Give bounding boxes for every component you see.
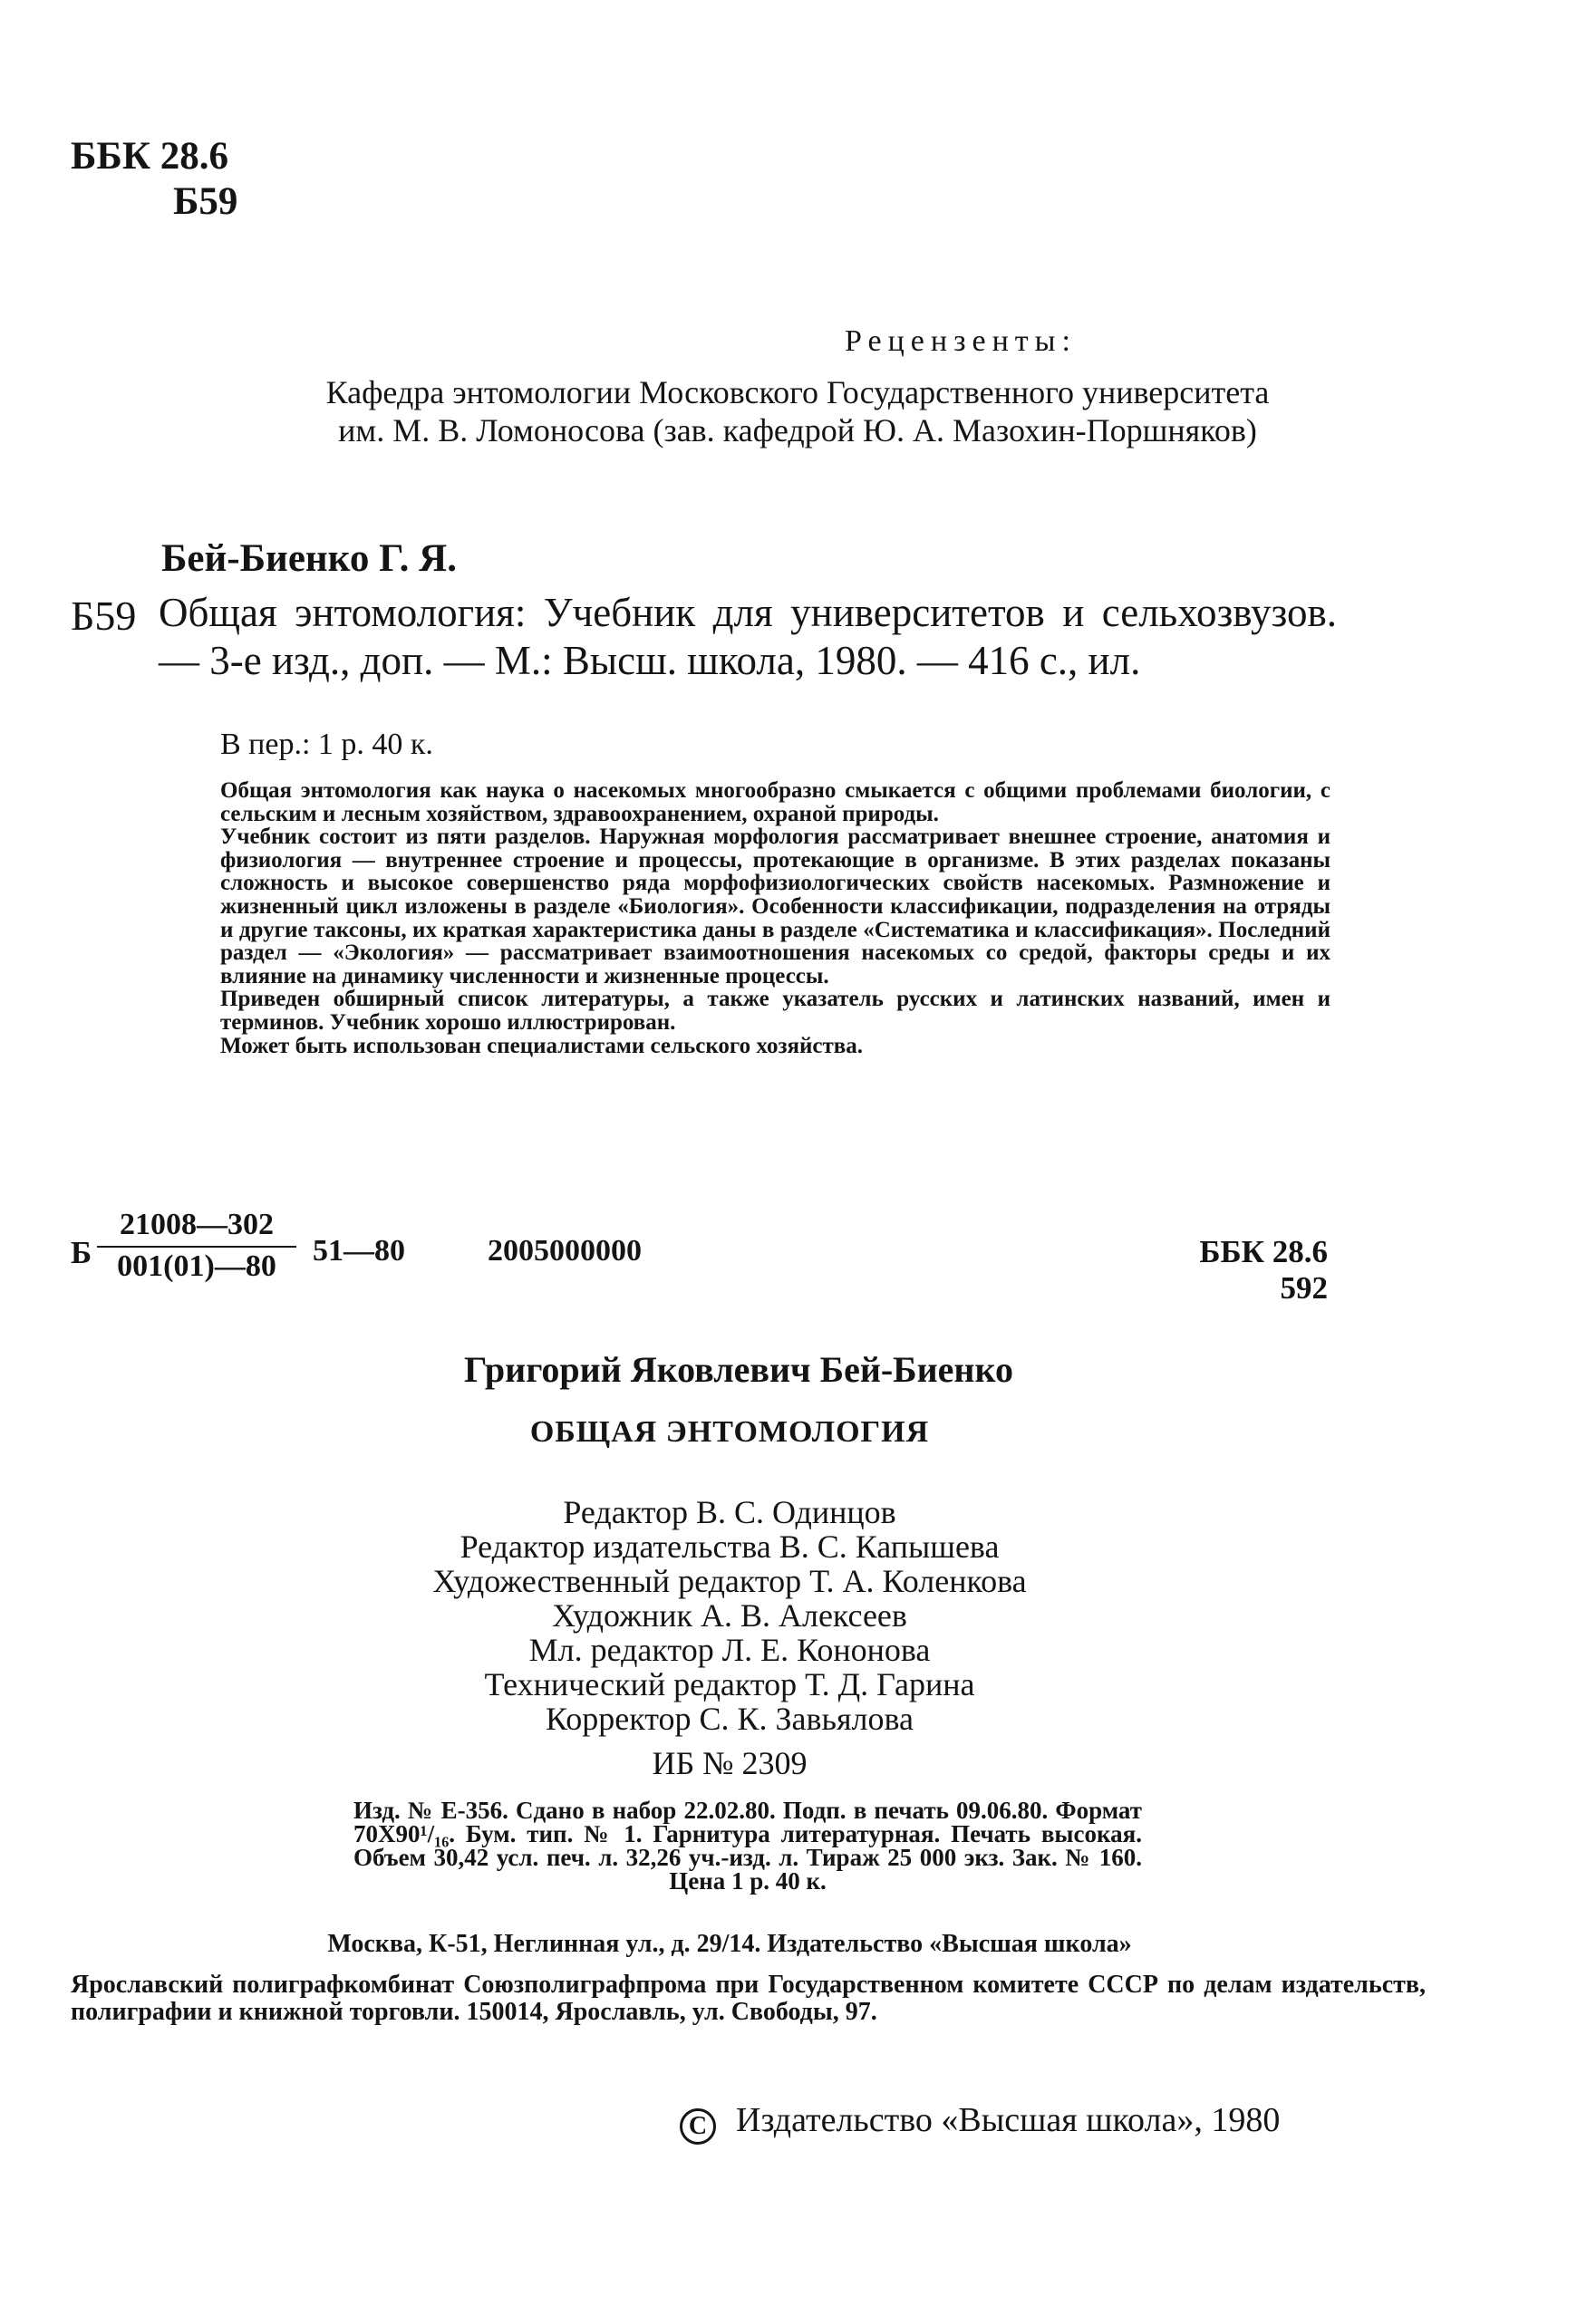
- bbk-code: ББК 28.6: [1199, 1234, 1328, 1269]
- publication-number: 2005000000: [488, 1234, 642, 1268]
- bbk-code: ББК 28.6: [71, 135, 229, 178]
- annotation-paragraph: Общая энтомология как наука о насекомых многообразно смыкается с общими проблемами биологии, с сельским и лесным хозяйством, здравоохранением, охраной природы.: [220, 778, 1330, 826]
- fraction-numerator: 21008—302: [97, 1208, 296, 1248]
- staff-row: Технический редактор Т. Д. Гарина: [484, 1666, 975, 1702]
- annotation-paragraph: Учебник состоит из пяти разделов. Наружная морфология рассматривает внешнее строение, анатомия и физиология — внутреннее строение и процессы, протекающие в организме. В этих разделах показаны сложность и высокое совершенство ряда морфофизиологических свойств насекомых. Размножение и жизненный цикл изложены в разделе «Биология». Особенности классификации, подразделения на отряды и другие таксоны, их краткая характеристика даны в разделе «Систематика и классификация». Последний раздел — «Экология» — рассматривает взаимоотношения насекомых со средой, факторы среды и их влияние на динамику численности и жизненные процессы.: [220, 824, 1330, 988]
- printer-info: Ярославский полиграфкомбинат Союзполиграфпрома при Государственном комитете СССР по делам издательств, полиграфии и книжной торговли. 150014, Ярославль, ул. Свободы, 97.: [71, 1971, 1426, 2026]
- bbk-classification-bottom: [1183, 1234, 1328, 1307]
- copyright-line: [680, 2100, 1280, 2145]
- staff-row: Редактор В. С. Одинцов: [563, 1494, 896, 1530]
- reviewers-line-1: Кафедра энтомологии Московского Государственного университета: [325, 374, 1270, 410]
- author-heading: Бей-Биенко Г. Я.: [161, 537, 457, 580]
- author-mark: Б59: [173, 180, 238, 223]
- book-title: ОБЩАЯ ЭНТОМОЛОГИЯ: [529, 1415, 930, 1449]
- bbk-classification-top: [71, 134, 237, 225]
- code-fraction: [97, 1208, 296, 1284]
- annotation-paragraph: Приведен обширный список литературы, а также указатель русских и латинских названий, имен и терминов. Учебник хорошо иллюстрирован.: [220, 987, 1330, 1035]
- publisher-address: Москва, К-51, Неглинная ул., д. 29/14. Издательство «Высшая школа»: [327, 1930, 1132, 1958]
- catalog-code: Б59: [71, 593, 137, 639]
- editorial-staff: [0, 1495, 1459, 1736]
- staff-row: Корректор С. К. Завьялова: [546, 1701, 914, 1737]
- staff-row: Художник А. В. Алексеев: [552, 1597, 907, 1634]
- annotation: [220, 779, 1330, 1057]
- code-letter: Б: [71, 1235, 92, 1270]
- bbk-subcode: 592: [1280, 1270, 1328, 1306]
- copyright-text: Издательство «Высшая школа», 1980: [736, 2101, 1281, 2139]
- author-full-name: Григорий Яковлевич Бей-Биенко: [464, 1349, 1013, 1390]
- series-code: 51—80: [313, 1234, 405, 1268]
- staff-row: Редактор издательства В. С. Капышева: [460, 1528, 1000, 1565]
- fraction-denominator: 001(01)—80: [117, 1249, 276, 1283]
- annotation-paragraph: Может быть использован специалистами сельского хозяйства.: [220, 1033, 864, 1058]
- price: В пер.: 1 р. 40 к.: [220, 728, 433, 761]
- catalog-entry: Общая энтомология: Учебник для университетов и сельхозвузов. — 3-е изд., доп. — М.: Высш. школа, 1980. — 416 с., ил.: [159, 590, 1337, 683]
- copyright-icon: C: [680, 2108, 716, 2145]
- staff-row: Художественный редактор Т. А. Коленкова: [432, 1563, 1027, 1599]
- reviewers-body: [0, 373, 1459, 449]
- ib-number: ИБ № 2309: [652, 1745, 808, 1781]
- imprint-details: Изд. № Е-356. Сдано в набор 22.02.80. Подп. в печать 09.06.80. Формат 70Х90¹/₁₆. Бум. тип. № 1. Гарнитура литературная. Печать высокая. Объем 30,42 усл. печ. л. 32,26 уч.-изд. л. Тираж 25 000 экз. Зак. № 160. Цена 1 р. 40 к.: [353, 1797, 1142, 1895]
- reviewers-label: Рецензенты:: [845, 324, 1077, 358]
- staff-row: Мл. редактор Л. Е. Кононова: [528, 1632, 931, 1668]
- reviewers-line-2: им. М. В. Ломоносова (зав. кафедрой Ю. А. Мазохин-Поршняков): [338, 412, 1257, 448]
